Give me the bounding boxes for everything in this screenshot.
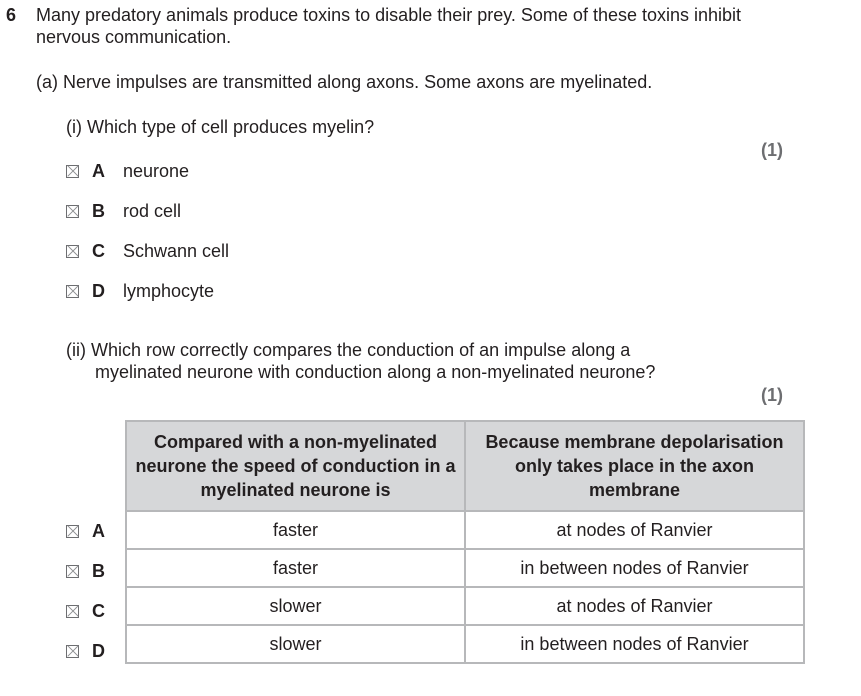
- question-stem: Many predatory animals produce toxins to disable their prey. Some of these toxins inhibit nervous communication.: [36, 5, 742, 47]
- sub-question-ii-line1: (ii) Which row correctly compares the conduction of an impulse along a: [66, 340, 631, 360]
- row-letter: D: [92, 641, 105, 661]
- header-speed: Compared with a non-myelinated neurone the speed of conduction in a myelinated neurone is: [126, 421, 465, 511]
- checkbox-b[interactable]: [66, 205, 79, 218]
- cell-speed: faster: [126, 511, 465, 549]
- row-option-d[interactable]: [66, 640, 123, 662]
- row-option-a[interactable]: [66, 520, 123, 542]
- checkbox-a[interactable]: [66, 165, 79, 178]
- option-d[interactable]: [66, 280, 214, 302]
- checkbox-d[interactable]: [66, 285, 79, 298]
- cell-speed: faster: [126, 549, 465, 587]
- checkbox-row-c[interactable]: [66, 605, 79, 618]
- cell-speed: slower: [126, 625, 465, 663]
- option-letter: B: [92, 201, 105, 221]
- header-reason: Because membrane depolarisation only takes place in the axon membrane: [465, 421, 804, 511]
- row-letter: A: [92, 521, 105, 541]
- table-row: [126, 625, 804, 663]
- option-c[interactable]: [66, 240, 229, 262]
- sub-question-i: (i) Which type of cell produces myelin?: [66, 117, 375, 137]
- marks-i: (1): [761, 140, 783, 160]
- part-a-text: (a) Nerve impulses are transmitted along axons. Some axons are myelinated.: [36, 72, 653, 92]
- cell-reason: at nodes of Ranvier: [465, 587, 804, 625]
- option-text: Schwann cell: [123, 241, 230, 261]
- option-b[interactable]: [66, 200, 181, 222]
- option-letter: A: [92, 161, 105, 181]
- row-letter: B: [92, 561, 105, 581]
- option-letter: D: [92, 281, 105, 301]
- checkbox-row-a[interactable]: [66, 525, 79, 538]
- option-text: neurone: [123, 161, 190, 181]
- row-option-b[interactable]: [66, 560, 123, 582]
- row-option-c[interactable]: [66, 600, 123, 622]
- option-a[interactable]: [66, 160, 189, 182]
- option-letter: C: [92, 241, 105, 261]
- marks-ii: (1): [761, 385, 783, 405]
- table-row: [126, 549, 804, 587]
- table-row: [126, 587, 804, 625]
- cell-speed: slower: [126, 587, 465, 625]
- row-letter: C: [92, 601, 105, 621]
- question-number: 6: [6, 5, 17, 25]
- cell-reason: in between nodes of Ranvier: [465, 549, 804, 587]
- checkbox-row-b[interactable]: [66, 565, 79, 578]
- checkbox-c[interactable]: [66, 245, 79, 258]
- checkbox-row-d[interactable]: [66, 645, 79, 658]
- cell-reason: in between nodes of Ranvier: [465, 625, 804, 663]
- answer-table: [125, 420, 805, 664]
- sub-question-ii-line2: myelinated neurone with conduction along a non-myelinated neurone?: [95, 362, 656, 382]
- cell-reason: at nodes of Ranvier: [465, 511, 804, 549]
- sub-question-ii: [66, 339, 746, 383]
- option-text: lymphocyte: [123, 281, 215, 301]
- table-row: [126, 511, 804, 549]
- option-text: rod cell: [123, 201, 182, 221]
